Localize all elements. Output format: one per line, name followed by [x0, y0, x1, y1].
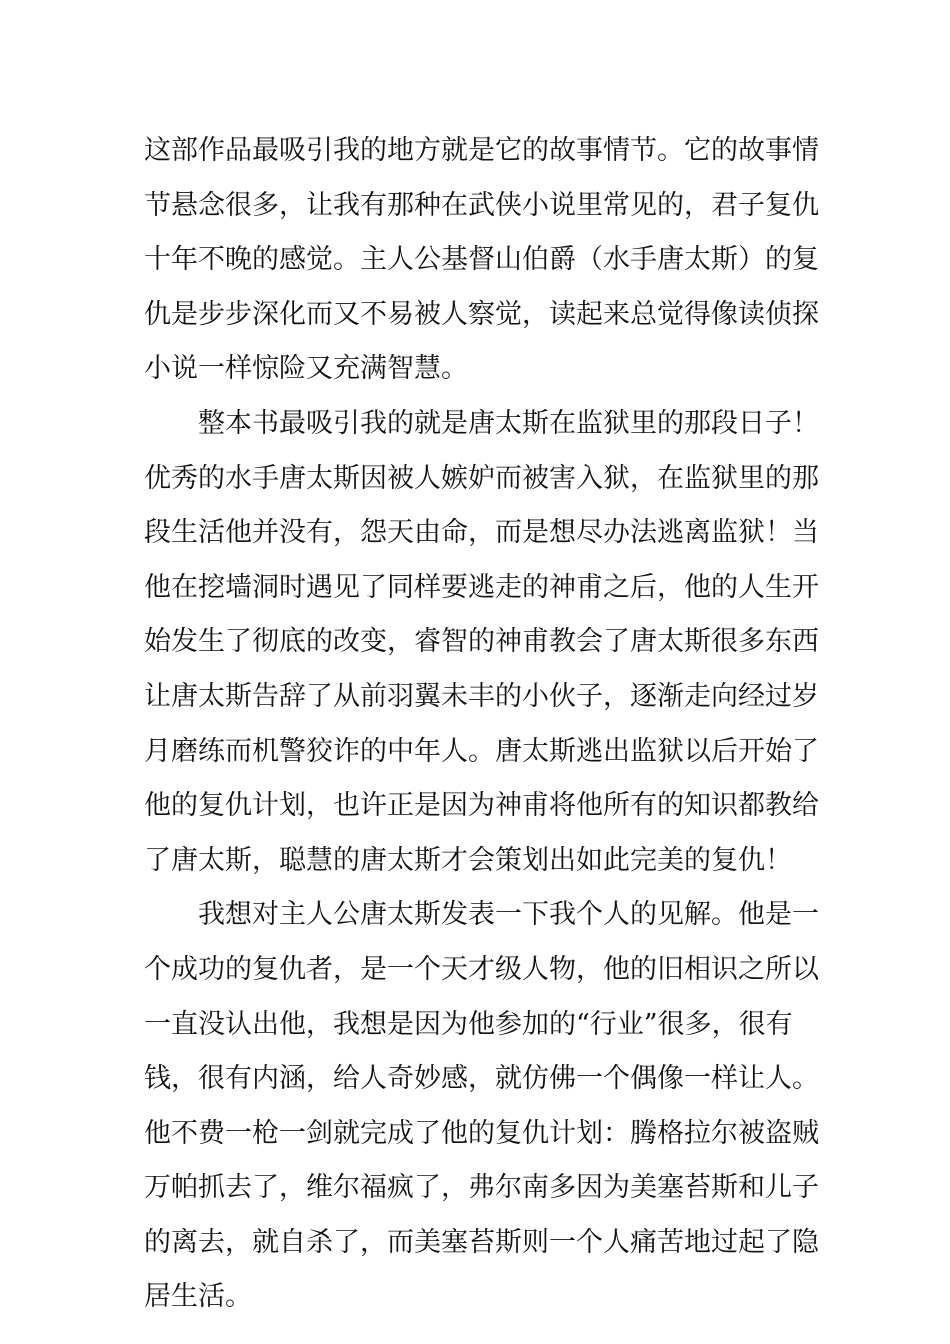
text-line: 居生活。	[144, 1281, 252, 1313]
text-line: 他在挖墙洞时遇见了同样要逃走的神甫之后，他的人生开	[144, 571, 819, 603]
paragraph-1	[144, 124, 819, 397]
text-line: 整本书最吸引我的就是唐太斯在监狱里的那段日子！	[198, 407, 819, 439]
text-line: 让唐太斯告辞了从前羽翼未丰的小伙子，逐渐走向经过岁	[144, 680, 819, 712]
text-line: 他不费一枪一剑就完成了他的复仇计划：腾格拉尔被盗贼	[144, 1117, 819, 1149]
paragraph-2	[144, 397, 819, 888]
text-line: 钱，很有内涵，给人奇妙感，就仿佛一个偶像一样让人。	[144, 1063, 819, 1095]
text-line: 优秀的水手唐太斯因被人嫉妒而被害入狱，在监狱里的那	[144, 462, 819, 494]
text-line: 小说一样惊险又充满智慧。	[144, 353, 468, 385]
text-line: 这部作品最吸引我的地方就是它的故事情节。它的故事情	[144, 135, 819, 166]
text-line: 月磨练而机警狡诈的中年人。唐太斯逃出监狱以后开始了	[144, 735, 819, 767]
text-line: 个成功的复仇者，是一个天才级人物，他的旧相识之所以	[144, 953, 819, 985]
text-line: 他的复仇计划，也许正是因为神甫将他所有的知识都教给	[144, 790, 819, 822]
text-line: 了唐太斯，聪慧的唐太斯才会策划出如此完美的复仇！	[144, 844, 792, 876]
text-line: 的离去，就自杀了，而美塞苔斯则一个人痛苦地过起了隐	[144, 1226, 819, 1258]
text-line: 始发生了彻底的改变，睿智的神甫教会了唐太斯很多东西	[144, 626, 819, 658]
text-line: 仇是步步深化而又不易被人察觉，读起来总觉得像读侦探	[144, 298, 819, 330]
text-line: 我想对主人公唐太斯发表一下我个人的见解。他是一	[198, 899, 819, 931]
text-line: 节悬念很多，让我有那种在武侠小说里常见的，君子复仇	[144, 189, 819, 221]
text-line: 万帕抓去了，维尔福疯了，弗尔南多因为美塞苔斯和儿子	[144, 1172, 819, 1204]
text-line: 段生活他并没有，怨天由命，而是想尽办法逃离监狱！当	[144, 517, 819, 549]
paragraph-3	[144, 888, 819, 1325]
text-line: 十年不晚的感觉。主人公基督山伯爵（水手唐太斯）的复	[144, 244, 819, 276]
text-line: 一直没认出他，我想是因为他参加的“行业”很多，很有	[144, 1008, 793, 1040]
body-text	[144, 124, 819, 1325]
